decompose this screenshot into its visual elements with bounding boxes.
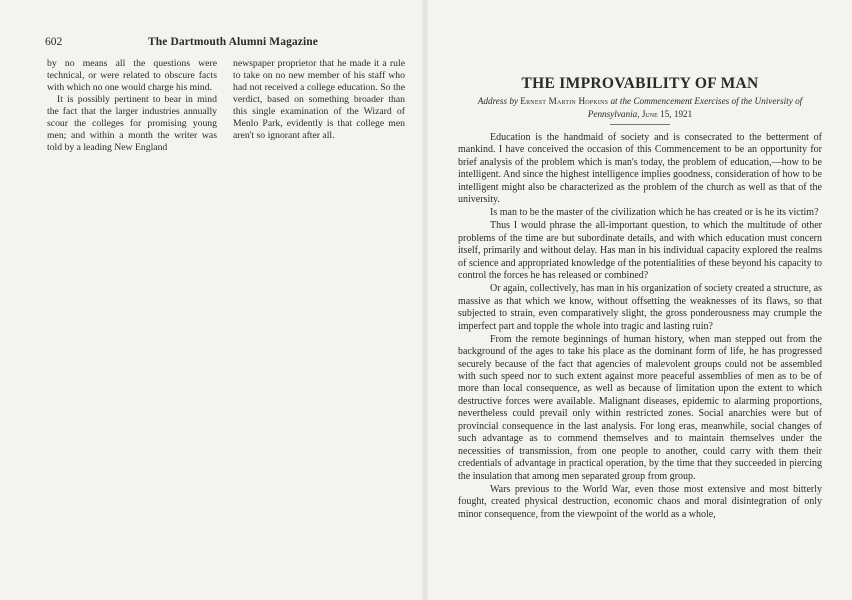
byline-date: June 15, 1921 (641, 108, 693, 119)
paragraph: Wars previous to the World War, even those most extensive and most bitterly fought, created physical destruction, economic chaos and moral disintegration of only minor consequence, from the viewpoint of the world as a whole, (458, 483, 822, 520)
paragraph: Is man to be the master of the civilization which he has created or is he its victim? (490, 207, 819, 219)
byline-suffix: at the Commencement Exercises of the University of Pennsylvania, (587, 96, 803, 119)
article-body (458, 132, 822, 521)
left-page (0, 0, 425, 600)
paragraph: newspaper proprietor that he made it a rule to take on no new member of his staff who had not received a college education. So the verdict, based on something broader than this single examination of the Wizard of Menlo Park, evidently is that college men aren't so ignorant after all. (233, 58, 405, 141)
article-byline (470, 95, 810, 120)
paragraph: by no means all the questions were technical, or were related to obscure facts with which no one would charge his mind. (47, 58, 217, 93)
right-column (233, 58, 405, 142)
paragraph: Thus I would phrase the all-important question, to which the multitude of other problems of the time are but subordinate details, and with which education must concern itself, primarily and without delay. Has man in his individual capacity explored the realms of science and appropriated knowledge of the potentialities of these beyond his capacity to control the forces he has released or combined? (458, 220, 822, 282)
title-rule (610, 124, 670, 125)
paragraph: It is possibly pertinent to bear in mind the fact that the larger industries annually scour the colleges for promising young men; and within a month the writer was told by a leading New England (47, 94, 217, 153)
paragraph: From the remote beginnings of human history, when man stepped out from the background of the ages to take his place as the dominant form of life, he has progressed securely because of the fact that agencies of malevolent groups could not be assembled with such speed nor to such extent against more peaceful assemblies of men as to be of more than local consequence, as well as because of limitation upon the extent to which destructive forces were available. Malignant diseases, epidemic to alarming proportions, nevertheless could prevail only within restricted zones. Social anarchies were but of provincial consequence in the last analysis. For long eras, meanwhile, social changes of such advantage as to commend themselves and to maintain themselves under the necessities of transmission, from one people to another, could carry with them their credentials of advantage in practical operation, by the time that they succeeded in piercing the insulation that among men separated group from group. (458, 333, 822, 482)
paragraph: Education is the handmaid of society and is consecrated to the betterment of mankind. I have conceived the occasion of this Commencement to be an opportunity for brief analysis of the problem which is man's today, the problem of education,—how to be intelligent. And since the highest intelligence implies goodness, consideration of how to be intelligent might also be characterized as the problem of the church as well as that of the university. (458, 132, 822, 206)
running-head: The Dartmouth Alumni Magazine (148, 36, 318, 48)
byline-author: Ernest Martin Hopkins (520, 96, 609, 106)
paragraph: Or again, collectively, has man in his organization of society created a structure, as massive as that which we know, without offsetting the weaknesses of its flaws, so that subjected to strain, even comparatively slight, the gross ponderousness may crumple the imperfect part and topple the whole into tragic and lasting ruin? (458, 283, 822, 332)
byline-prefix: Address by (477, 96, 521, 106)
left-column (47, 58, 217, 154)
article-title: THE IMPROVABILITY OF MAN (521, 75, 759, 92)
page-number: 602 (45, 36, 63, 48)
